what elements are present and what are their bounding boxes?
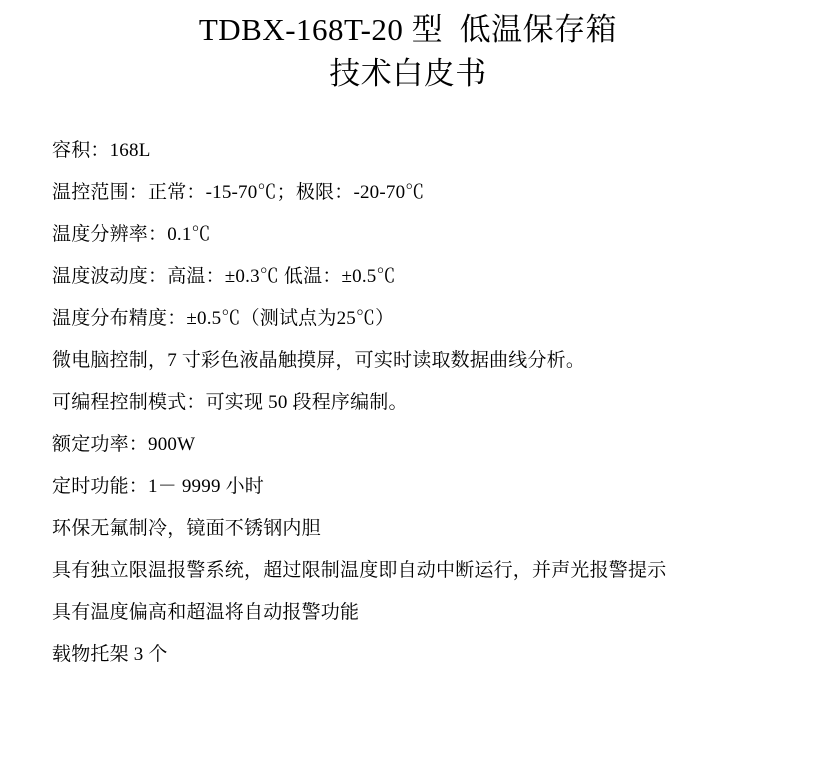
spec-line-volume: 容积：168L [52, 140, 151, 161]
document-body [0, 130, 816, 676]
spec-line-temperature-resolution: 温度分辨率：0.1℃ [52, 224, 211, 245]
title-line-1: TDBX-168T-20 型 低温保存箱 [198, 12, 618, 47]
spec-line-controller: 微电脑控制，7 寸彩色液晶触摸屏，可实时读取数据曲线分析。 [52, 350, 586, 371]
spec-line-program-mode: 可编程控制模式：可实现 50 段程序编制。 [52, 392, 408, 413]
document-title [0, 0, 816, 96]
title-line-2: 技术白皮书 [329, 56, 487, 91]
spec-line-alarm-system: 具有独立限温报警系统，超过限制温度即自动中断运行，并声光报警提示 [52, 560, 667, 581]
spec-line-temperature-fluctuation: 温度波动度：高温：±0.3℃ 低温：±0.5℃ [52, 266, 396, 287]
spec-line-timer: 定时功能：1－ 9999 小时 [52, 476, 265, 497]
spec-line-over-temperature-alarm: 具有温度偏高和超温将自动报警功能 [52, 602, 360, 623]
spec-line-shelves: 载物托架 3 个 [52, 644, 168, 665]
spec-line-refrigeration: 环保无氟制冷，镜面不锈钢内胆 [52, 518, 321, 539]
spec-line-rated-power: 额定功率：900W [52, 434, 196, 455]
spec-line-temperature-range: 温控范围：正常：-15-70℃；极限：-20-70℃ [52, 182, 425, 203]
spec-line-temperature-uniformity: 温度分布精度：±0.5℃（测试点为25℃） [52, 308, 395, 329]
